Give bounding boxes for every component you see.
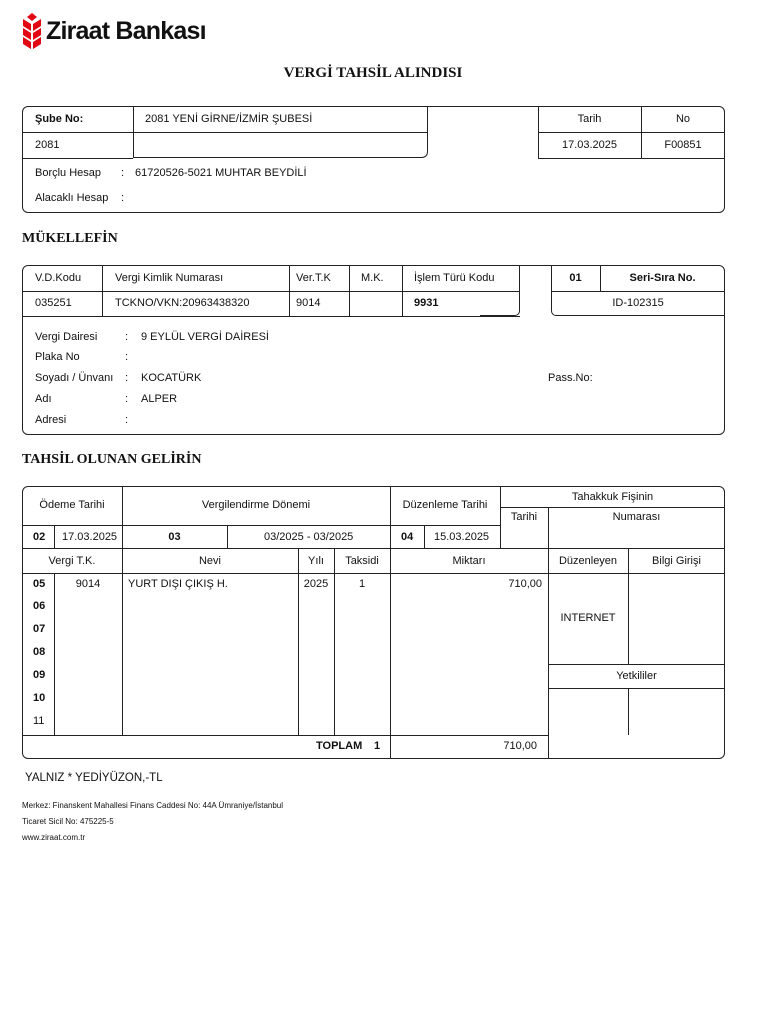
vd-kodu: 035251: [35, 297, 72, 309]
borclu-label: Borçlu Hesap: [35, 167, 102, 179]
col-miktari: Miktarı: [452, 555, 486, 567]
seri-num: 01: [569, 272, 582, 284]
mukellef-section-title: MÜKELLEFİN: [22, 231, 118, 246]
tarih-value: 17.03.2025: [561, 139, 618, 151]
tarih-label: Tarih: [577, 113, 602, 125]
col-duzenleyen: Düzenleyen: [558, 555, 618, 567]
no-label: No: [675, 113, 691, 125]
footer-web: www.ziraat.com.tr: [22, 833, 86, 842]
col-mk: M.K.: [361, 272, 384, 284]
donem-value: 03/2025 - 03/2025: [264, 531, 354, 543]
duzenleme-label: Düzenleme Tarihi: [402, 499, 488, 511]
footer-address: Merkez: Finanskent Mahallesi Finans Caddesi No: 44A Ümraniye/İstanbul: [22, 801, 284, 810]
duzenleme-tarihi: 15.03.2025: [434, 531, 490, 543]
seri-value: ID-102315: [612, 297, 664, 309]
borclu-value: 61720526-5021 MUHTAR BEYDİLİ: [135, 167, 307, 179]
row-code-05: 05: [33, 578, 46, 590]
tah-tarihi-label: Tarihi: [510, 511, 538, 523]
yetkililer-label: Yetkililer: [616, 670, 657, 682]
col-nevi: Nevi: [198, 555, 221, 567]
row-nevi: YURT DIŞI ÇIKIŞ H.: [128, 578, 228, 590]
document-title: VERGİ TAHSİL ALINDISI: [283, 65, 463, 81]
plaka-label: Plaka No: [35, 351, 80, 363]
vergi-dairesi-label: Vergi Dairesi: [35, 331, 98, 343]
row-code-08: 08: [33, 646, 46, 658]
row-vergi-tk: 9014: [75, 578, 101, 590]
alacakli-label: Alacaklı Hesap: [35, 192, 109, 204]
toplam-count: 1: [374, 740, 381, 752]
toplam-label: TOPLAM: [316, 740, 363, 752]
soyadi-value: KOCATÜRK: [141, 372, 202, 384]
adi-value: ALPER: [141, 393, 178, 405]
vergi-dairesi-value: 9 EYLÜL VERGİ DAİRESİ: [141, 331, 269, 343]
sube-label: Şube No:: [35, 113, 84, 125]
toplam-value: 710,00: [503, 740, 537, 752]
row-code-10: 10: [33, 692, 46, 704]
vkn-value: TCKNO/VKN:20963438320: [115, 297, 250, 309]
row-taksidi: 1: [358, 578, 366, 590]
wheat-icon: [20, 11, 44, 51]
seri-label: Seri-Sıra No.: [629, 272, 696, 284]
tahakkuk-label: Tahakkuk Fişinin: [571, 491, 654, 503]
alacakli-sep: :: [121, 192, 125, 204]
soyadi-label: Soyadı / Ünvanı: [35, 372, 114, 384]
sube-name: 2081 YENİ GİRNE/İZMİR ŞUBESİ: [145, 113, 313, 125]
row-code-06: 06: [33, 600, 46, 612]
sep-1: :: [125, 331, 129, 343]
tah-numarasi-label: Numarası: [612, 511, 661, 523]
sube-no: 2081: [35, 139, 60, 151]
yalniz-text: YALNIZ * YEDİYÜZON,-TL: [25, 772, 163, 784]
sep-4: :: [125, 393, 129, 405]
code-03: 03: [168, 531, 181, 543]
row-code-11: 11: [33, 715, 45, 727]
col-islem-turu: İşlem Türü Kodu: [414, 272, 495, 284]
adres-label: Adresi: [35, 414, 67, 426]
odeme-tarihi: 17.03.2025: [62, 531, 118, 543]
vergilendirme-label: Vergilendirme Dönemi: [201, 499, 311, 511]
row-miktari: 710,00: [508, 578, 542, 590]
col-taksidi: Taksidi: [345, 555, 379, 567]
borclu-sep: :: [121, 167, 125, 179]
code-04: 04: [401, 531, 414, 543]
duzenleyen-value: INTERNET: [560, 612, 616, 624]
bank-name: Ziraat Bankası: [46, 17, 206, 45]
odeme-tarihi-label: Ödeme Tarihi: [39, 499, 105, 511]
row-code-09: 09: [33, 669, 46, 681]
sep-2: :: [125, 351, 129, 363]
adi-label: Adı: [35, 393, 52, 405]
col-vkn: Vergi Kimlik Numarası: [115, 272, 224, 284]
vertk-value: 9014: [296, 297, 321, 309]
sep-5: :: [125, 414, 129, 426]
no-value: F00851: [664, 139, 702, 151]
col-vd-kodu: V.D.Kodu: [35, 272, 82, 284]
col-vertk: Ver.T.K: [296, 272, 331, 284]
bank-logo: [18, 10, 233, 52]
row-yili: 2025: [303, 578, 329, 590]
col-bilgi-girisi: Bilgi Girişi: [652, 555, 701, 567]
pass-label: Pass.No:: [548, 372, 593, 384]
row-code-07: 07: [33, 623, 46, 635]
col-yili: Yılı: [308, 555, 324, 567]
footer-sicil: Ticaret Sicil No: 475225-5: [22, 817, 114, 826]
tahsil-section-title: TAHSİL OLUNAN GELİRİN: [22, 452, 202, 467]
col-vergi-tk: Vergi T.K.: [48, 555, 96, 567]
sep-3: :: [125, 372, 129, 384]
islem-turu-value: 9931: [414, 297, 439, 309]
code-02: 02: [33, 531, 46, 543]
